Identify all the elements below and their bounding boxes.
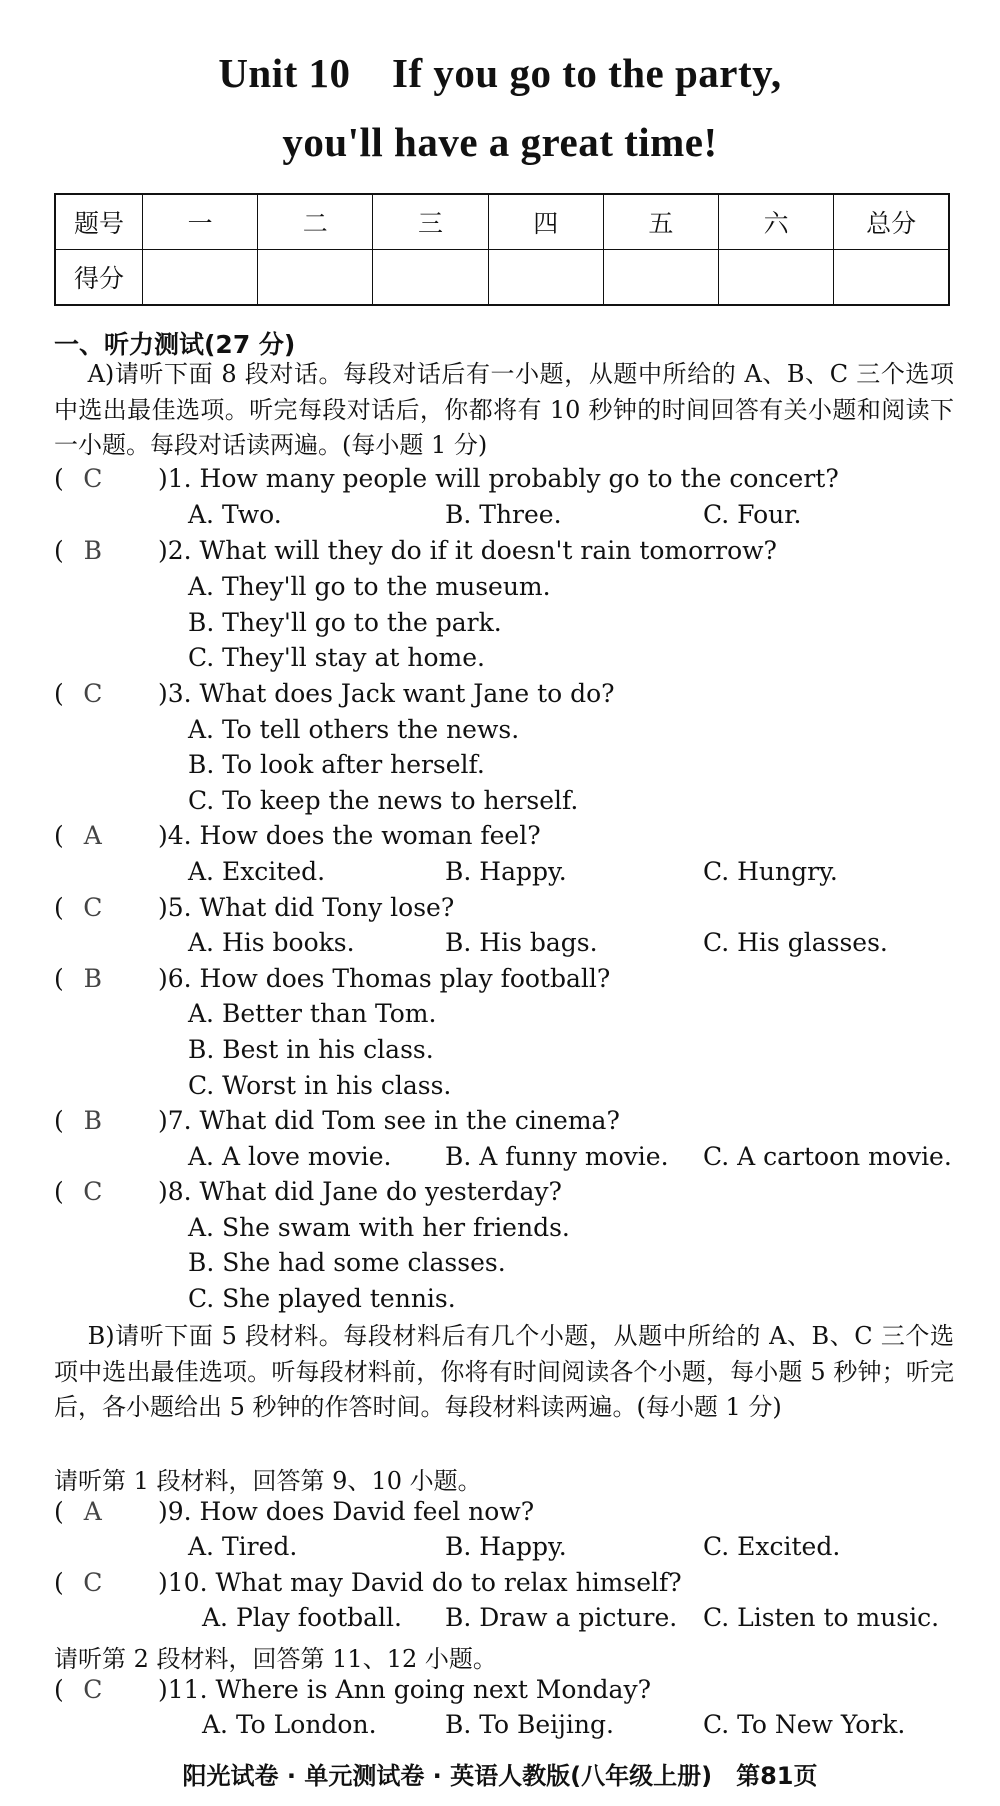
score-blank[interactable] [488, 250, 603, 306]
question-7-text: )7. What did Tom see in the cinema? [158, 1106, 620, 1135]
question-4: ( A )4. How does the woman feel? [54, 821, 541, 850]
answer-10: C [83, 1568, 103, 1597]
q10-option-a: A. Play football. [202, 1603, 402, 1632]
score-cell-6: 六 [719, 194, 834, 250]
score-row-label: 得分 [55, 250, 143, 306]
question-6: ( B )6. How does Thomas play football? [54, 964, 611, 993]
q6-option-c: C. Worst in his class. [188, 1071, 452, 1100]
q3-option-b: B. To look after herself. [188, 750, 485, 779]
q1-option-b: B. Three. [445, 500, 562, 529]
q9-option-b: B. Happy. [445, 1532, 567, 1561]
score-blank[interactable] [373, 250, 488, 306]
q2-option-c: C. They'll stay at home. [188, 643, 485, 672]
q3-option-a: A. To tell others the news. [188, 715, 520, 744]
answer-6: B [83, 964, 102, 993]
score-blank[interactable] [834, 250, 949, 306]
question-5: ( C )5. What did Tony lose? [54, 893, 455, 922]
material-1-note: 请听第 1 段材料，回答第 9、10 小题。 [54, 1467, 482, 1495]
page-footer: 阳光试卷 · 单元测试卷 · 英语人教版(八年级上册) 第81页 [182, 1762, 818, 1790]
answer-9: A [83, 1497, 102, 1526]
q7-option-c: C. A cartoon movie. [703, 1142, 952, 1171]
question-9-text: )9. How does David feel now? [158, 1497, 535, 1526]
q1-option-c: C. Four. [703, 500, 802, 529]
q2-option-b: B. They'll go to the park. [188, 608, 502, 637]
score-table [54, 193, 950, 306]
q1-option-a: A. Two. [188, 500, 282, 529]
material-2-note: 请听第 2 段材料，回答第 11、12 小题。 [54, 1645, 497, 1673]
q11-option-c: C. To New York. [703, 1710, 906, 1739]
score-cell-4: 四 [488, 194, 603, 250]
score-blank[interactable] [143, 250, 258, 306]
question-11: ( C )11. Where is Ann going next Monday? [54, 1675, 651, 1704]
question-8: ( C )8. What did Jane do yesterday? [54, 1177, 562, 1206]
question-3-text: )3. What does Jack want Jane to do? [158, 679, 615, 708]
answer-3: C [83, 679, 103, 708]
score-cell-3: 三 [373, 194, 488, 250]
title-line-2: you'll have a great time! [282, 119, 718, 165]
score-cell-5: 五 [603, 194, 718, 250]
question-2: ( B )2. What will they do if it doesn't rain tomorrow? [54, 536, 777, 565]
question-3: ( C )3. What does Jack want Jane to do? [54, 679, 615, 708]
q8-option-c: C. She played tennis. [188, 1284, 456, 1313]
question-2-text: )2. What will they do if it doesn't rain tomorrow? [158, 536, 777, 565]
question-7: ( B )7. What did Tom see in the cinema? [54, 1106, 620, 1135]
q4-option-c: C. Hungry. [703, 857, 838, 886]
q11-option-b: B. To Beijing. [445, 1710, 614, 1739]
q5-option-c: C. His glasses. [703, 928, 888, 957]
score-cell-label: 题号 [55, 194, 143, 250]
q2-option-a: A. They'll go to the museum. [188, 572, 551, 601]
answer-1: C [83, 464, 103, 493]
q6-option-a: A. Better than Tom. [188, 999, 437, 1028]
answer-8: C [83, 1177, 103, 1206]
question-1-text: )1. How many people will probably go to the concert? [158, 464, 839, 493]
score-cell-1: 一 [143, 194, 258, 250]
q10-option-c: C. Listen to music. [703, 1603, 940, 1632]
title-line-1: Unit 10 If you go to the party, [218, 50, 782, 96]
q7-option-a: A. A love movie. [188, 1142, 392, 1171]
q4-option-b: B. Happy. [445, 857, 567, 886]
q6-option-b: B. Best in his class. [188, 1035, 434, 1064]
q10-option-b: B. Draw a picture. [445, 1603, 678, 1632]
q8-option-b: B. She had some classes. [188, 1248, 506, 1277]
question-10: ( C )10. What may David do to relax himself? [54, 1568, 682, 1597]
q11-option-a: A. To London. [202, 1710, 377, 1739]
answer-2: B [83, 536, 102, 565]
question-1: ( C )1. How many people will probably go to the concert? [54, 464, 839, 493]
question-4-text: )4. How does the woman feel? [158, 821, 541, 850]
answer-7: B [83, 1106, 102, 1135]
question-5-text: )5. What did Tony lose? [158, 893, 455, 922]
q5-option-a: A. His books. [188, 928, 355, 957]
q9-option-a: A. Tired. [188, 1532, 298, 1561]
q5-option-b: B. His bags. [445, 928, 598, 957]
part-b-instructions: B)请听下面 5 段材料。每段材料后有几个小题，从题中所给的 A、B、C 三个选项中选出最佳选项。听每段材料前，你将有时间阅读各个小题，每小题 5 秒钟；听完后，各小题给出 5 秒钟的作答时间。每段材料读两遍。(每小题 1 分) [54, 1322, 954, 1421]
section-heading: 一、听力测试(27 分) [54, 330, 296, 359]
q9-option-c: C. Excited. [703, 1532, 841, 1561]
score-blank[interactable] [719, 250, 834, 306]
score-table-header-row [55, 194, 949, 250]
answer-5: C [83, 893, 103, 922]
question-6-text: )6. How does Thomas play football? [158, 964, 611, 993]
q4-option-a: A. Excited. [188, 857, 326, 886]
q3-option-c: C. To keep the news to herself. [188, 786, 579, 815]
answer-4: A [83, 821, 102, 850]
answer-11: C [83, 1675, 103, 1704]
q7-option-b: B. A funny movie. [445, 1142, 669, 1171]
question-10-text: )10. What may David do to relax himself? [158, 1568, 682, 1597]
score-blank[interactable] [258, 250, 373, 306]
score-cell-2: 二 [258, 194, 373, 250]
score-table-score-row [55, 250, 949, 306]
question-8-text: )8. What did Jane do yesterday? [158, 1177, 562, 1206]
score-cell-total: 总分 [834, 194, 949, 250]
score-blank[interactable] [603, 250, 718, 306]
q8-option-a: A. She swam with her friends. [188, 1213, 570, 1242]
question-9: ( A )9. How does David feel now? [54, 1497, 535, 1526]
question-11-text: )11. Where is Ann going next Monday? [158, 1675, 651, 1704]
part-a-instructions: A)请听下面 8 段对话。每段对话后有一小题，从题中所给的 A、B、C 三个选项中选出最佳选项。听完每段对话后，你都将有 10 秒钟的时间回答有关小题和阅读下一小题。每段对话读两遍。(每小题 1 分) [54, 360, 954, 459]
